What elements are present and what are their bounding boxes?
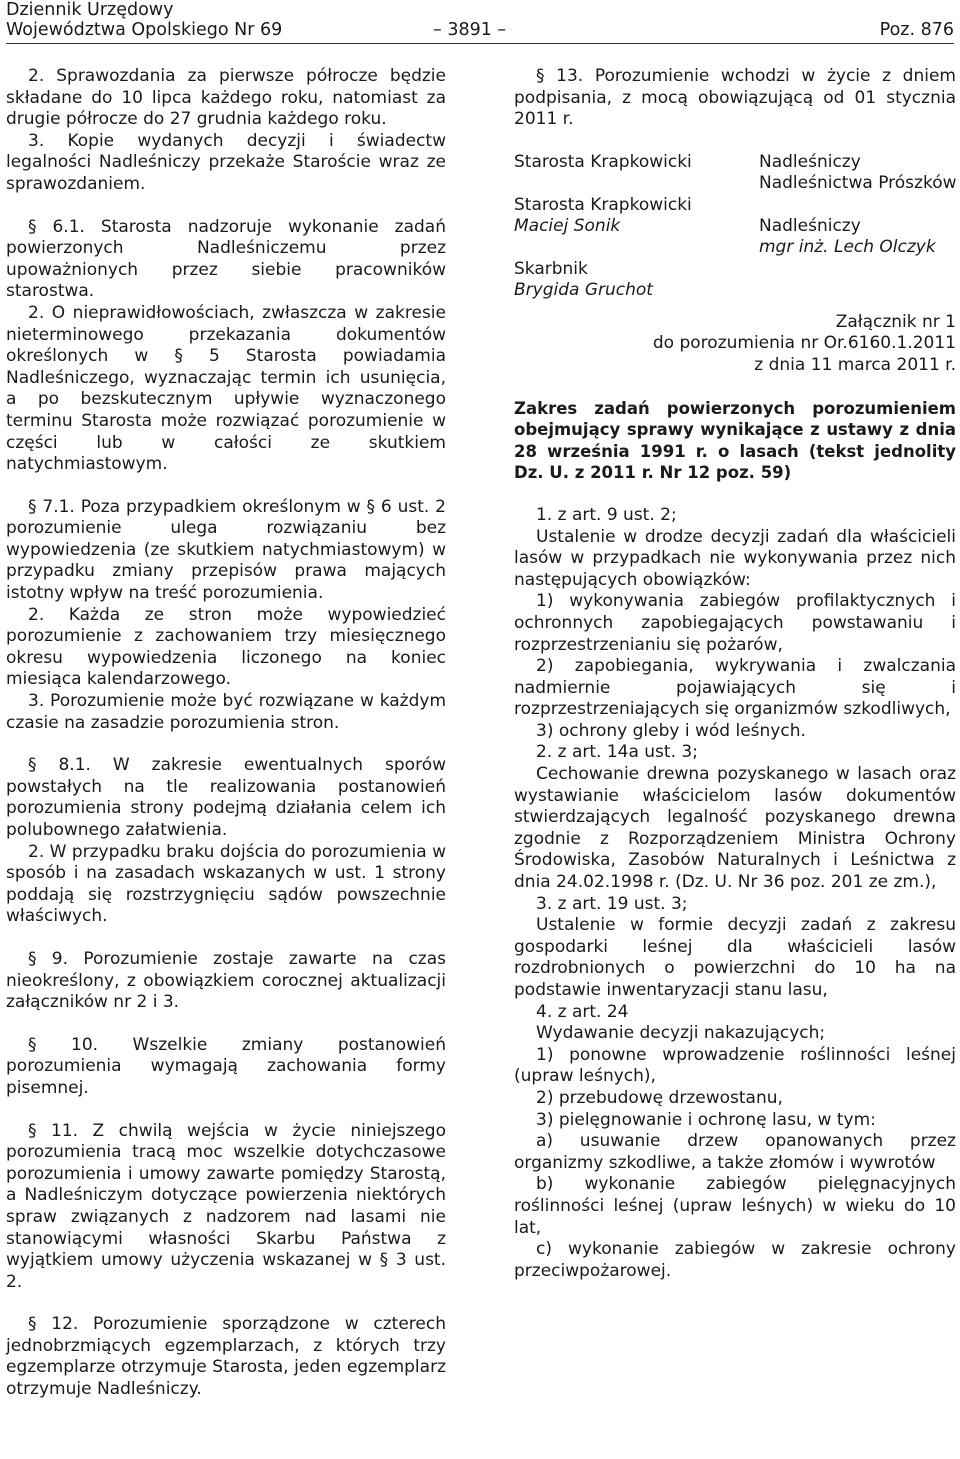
signature-title-starosta: Starosta Krapkowicki bbox=[514, 151, 692, 172]
signature-name-forester: mgr inż. Lech Olczyk bbox=[759, 236, 936, 257]
list-item: 2) przebudowę drzewostanu, bbox=[536, 1087, 783, 1108]
list-item: 3) pielęgnowanie i ochronę lasu, w tym: bbox=[536, 1109, 876, 1130]
paragraph: § 9. Porozumienie zostaje zawarte na czas nieokreślony, z obowiązkiem corocznej aktualizacji załączników nr 2 i 3. bbox=[6, 948, 446, 1013]
attachment-date: z dnia 11 marca 2011 r. bbox=[754, 354, 956, 375]
attachment-agreement: do porozumienia nr Or.6160.1.2011 bbox=[652, 333, 956, 354]
paragraph: § 12. Porozumienie sporządzone w czterech jednobrzmiących egzemplarzach, z których trzy egzemplarze otrzymuje Starosta, jeden egzemplarz otrzymuje Nadleśniczy. bbox=[6, 1314, 446, 1400]
signature-name-starosta: Maciej Sonik bbox=[514, 215, 621, 236]
journal-voivodeship: Województwa Opolskiego Nr 69 bbox=[6, 20, 283, 40]
paragraph: § 13. Porozumienie wchodzi w życie z dniem podpisania, z mocą obowiązującą od 01 stycznia 2011 r. bbox=[514, 66, 956, 130]
list-item: 1) ponowne wprowadzenie roślinności leśnej (upraw leśnych), bbox=[514, 1044, 956, 1087]
list-item: Ustalenie w formie decyzji zadań z zakresu gospodarki leśnej dla właścicieli lasów rozdrobnionych o powierzchni do 10 ha na podstawie inwentaryzacji stanu lasu, bbox=[514, 915, 956, 1000]
position-number: Poz. 876 bbox=[879, 20, 954, 40]
signature-title-forester: Nadleśniczy bbox=[759, 151, 861, 172]
signatures-block bbox=[514, 152, 956, 302]
paragraph: § 10. Wszelkie zmiany postanowień porozumienia wymagają zachowania formy pisemnej. bbox=[6, 1034, 446, 1098]
list-item: 3. z art. 19 ust. 3; bbox=[536, 893, 688, 914]
paragraph: § 8.1. W zakresie ewentualnych sporów powstałych na tle realizowania postanowień porozumienia strony podejmą działania celem ich polubownego załatwienia. bbox=[6, 755, 446, 840]
list-item: a) usuwanie drzew opanowanych przez organizmy szkodliwe, a także złomów i wywrotów bbox=[514, 1131, 956, 1173]
paragraph: § 11. Z chwilą wejścia w życie niniejszego porozumienia tracą moc wszelkie dotychczasowe porozumienia i umowy zawarte pomiędzy Starostą, a Nadleśniczym dotyczące powierzenia niektórych spraw związanych z nadzorem nad lasami nie stanowiącymi własności Skarbu Państwa z wyjątkiem umowy użyczenia wskazanej w § 3 ust. 2. bbox=[6, 1120, 446, 1292]
signature-role-treasurer: Skarbnik bbox=[514, 258, 588, 279]
signature-role-forester: Nadleśniczy bbox=[759, 215, 861, 236]
list-item: 2) zapobiegania, wykrywania i zwalczania nadmiernie pojawiających się i rozprzestrzeniających się organizmów szkodliwych, bbox=[514, 656, 956, 720]
page-header bbox=[6, 0, 954, 44]
paragraph: 2. O nieprawidłowościach, zwłaszcza w zakresie nieterminowego przekazania dokumentów określonych w § 5 Starosta powiadamia Nadleśniczego, wyznaczając termin ich usunięcia, a po bezskutecznym upływie wyznaczonego terminu Starosta może rozwiązać porozumienie w części lub w całości ze skutkiem natychmiastowym. bbox=[6, 302, 446, 475]
section-heading: Zakres zadań powierzonych porozumieniem obejmujący sprawy wynikające z ustawy z dnia 28 września 1991 r. o lasach (tekst jednolity Dz. U. z 2011 r. Nr 12 poz. 59) bbox=[514, 398, 956, 483]
attachment-label: Załącznik nr 1 bbox=[835, 311, 956, 332]
left-column bbox=[6, 66, 446, 1401]
signature-role-starosta: Starosta Krapkowicki bbox=[514, 194, 692, 215]
list-item: Wydawanie decyzji nakazujących; bbox=[536, 1023, 826, 1044]
list-item: Cechowanie drewna pozyskanego w lasach oraz wystawianie właścicielom lasów dokumentów stwierdzających legalność pozyskanego drewna zgodnie z Rozporządzeniem Ministra Ochrony Środowiska, Zasobów Naturalnych i Leśnictwa z dnia 24.02.1998 r. (Dz. U. Nr 36 poz. 201 ze zm.), bbox=[514, 764, 956, 893]
list-item: 1. z art. 9 ust. 2; bbox=[536, 504, 677, 525]
list-item: 4. z art. 24 bbox=[536, 1001, 629, 1022]
paragraph: 2. Sprawozdania za pierwsze półrocze będzie składane do 10 lipca każdego roku, natomiast za drugie półrocze do 27 grudnia każdego roku. bbox=[6, 66, 446, 130]
signature-title-forestry: Nadleśnictwa Prószków bbox=[759, 172, 957, 193]
paragraph: § 6.1. Starosta nadzoruje wykonanie zadań powierzonych Nadleśniczemu przez upoważnionych przez siebie pracowników starostwa. bbox=[6, 216, 446, 302]
journal-title: Dziennik Urzędowy bbox=[6, 0, 174, 20]
list-item: 2. z art. 14a ust. 3; bbox=[536, 742, 698, 763]
paragraph: 3. Porozumienie może być rozwiązane w każdym czasie na zasadzie porozumienia stron. bbox=[6, 691, 446, 733]
paragraph: § 7.1. Poza przypadkiem określonym w § 6 ust. 2 porozumienie ulega rozwiązaniu bez wypowiedzenia (ze skutkiem natychmiastowym) w przypadku zmiany przepisów prawa mających istotny wpływ na treść porozumienia. bbox=[6, 496, 446, 604]
page-number: – 3891 – bbox=[433, 20, 507, 40]
signature-name-treasurer: Brygida Gruchot bbox=[514, 279, 653, 300]
paragraph: 3. Kopie wydanych decyzji i świadectw legalności Nadleśniczy przekaże Staroście wraz ze sprawozdaniem. bbox=[6, 130, 446, 194]
list-item: 1) wykonywania zabiegów profilaktycznych i ochronnych zapobiegających powstawaniu i rozprzestrzenianiu się pożarów, bbox=[514, 591, 956, 655]
list-item: Ustalenie w drodze decyzji zadań dla właścicieli lasów w przypadkach nie wykonywania przez nich następujących obowiązków: bbox=[514, 526, 956, 590]
header-rule bbox=[6, 43, 954, 44]
paragraph: 2. Każda ze stron może wypowiedzieć porozumienie z zachowaniem trzy miesięcznego okresu wypowiedzenia liczonego na koniec miesiąca kalendarzowego. bbox=[6, 604, 446, 690]
list-item: b) wykonanie zabiegów pielęgnacyjnych roślinności leśnej (upraw leśnych) w wieku do 10 lat, bbox=[514, 1174, 956, 1238]
paragraph: 2. W przypadku braku dojścia do porozumienia w sposób i na zasadach wskazanych w ust. 1 strony poddają się rozstrzygnięciu sądów powszechnie właściwych. bbox=[6, 841, 446, 927]
list-item: 3) ochrony gleby i wód leśnych. bbox=[536, 720, 806, 741]
list-item: c) wykonanie zabiegów w zakresie ochrony przeciwpożarowej. bbox=[514, 1239, 956, 1281]
right-column bbox=[514, 66, 956, 1282]
